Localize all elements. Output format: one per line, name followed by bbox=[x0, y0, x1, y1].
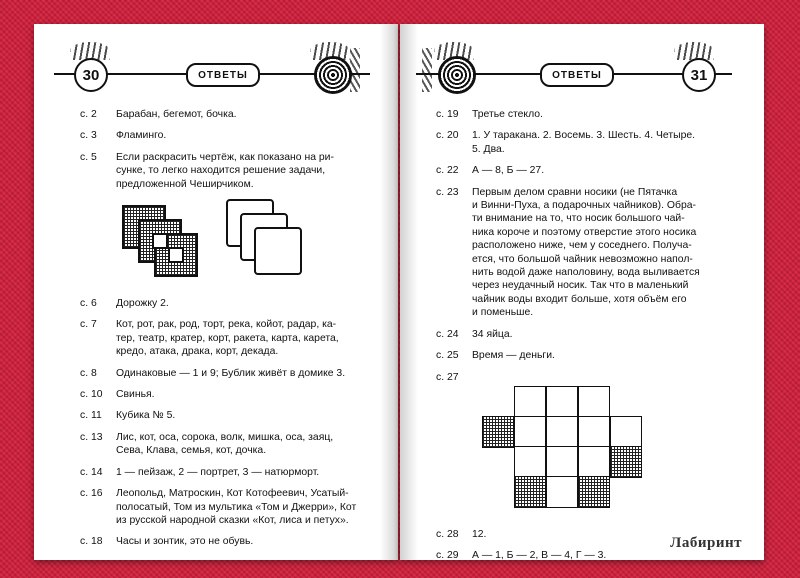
entry-text: Лис, кот, оса, сорока, волк, мишка, оса, заяц, bbox=[116, 431, 334, 443]
entry-label: с. 27 bbox=[436, 371, 459, 383]
grid-figure bbox=[442, 386, 702, 514]
watermark-logo: Лабиринт bbox=[670, 535, 742, 551]
answers-list bbox=[436, 108, 732, 571]
outline-shape bbox=[254, 227, 302, 275]
page-header bbox=[416, 54, 732, 94]
answer-entry bbox=[80, 409, 370, 422]
entry-text: через неудачный носик. Так что в маленький bbox=[472, 280, 689, 292]
entry-text: 1 — пейзаж, 2 — портрет, 3 — натюрморт. bbox=[116, 466, 320, 478]
answer-entry bbox=[80, 431, 370, 458]
entry-text: ется, что большой чайник невозможно напол- bbox=[472, 253, 693, 265]
grid-cell bbox=[578, 386, 610, 418]
entry-text: ти внимание на то, что носик большого чай- bbox=[472, 213, 685, 225]
grid-cell bbox=[546, 416, 578, 448]
entry-text: из русской народной сказки «Кот, лиса и петух». bbox=[116, 514, 349, 526]
answer-entry bbox=[436, 108, 732, 121]
entry-text: Фламинго. bbox=[116, 130, 167, 142]
grid-cell bbox=[578, 416, 610, 448]
entry-text: 12. bbox=[472, 528, 487, 540]
hatched-grid-cell bbox=[514, 476, 546, 508]
entry-label: с. 23 bbox=[436, 186, 459, 198]
page-header bbox=[54, 54, 370, 94]
entry-text: Барабан, бегемот, бочка. bbox=[116, 109, 237, 120]
entry-text: Свинья. bbox=[116, 389, 155, 401]
answer-entry bbox=[80, 151, 370, 191]
entry-label: с. 18 bbox=[80, 536, 103, 548]
entry-text: Первым делом сравни носики (не Пятачка bbox=[472, 186, 678, 198]
squiggle-ornament-icon bbox=[350, 48, 360, 92]
entry-text: 1. У таракана. 2. Восемь. 3. Шесть. 4. Четыре. bbox=[472, 130, 696, 142]
entry-text: Дорожку 2. bbox=[116, 298, 169, 310]
entry-text: А — 8, Б — 27. bbox=[472, 165, 545, 177]
header-title: ОТВЕТЫ bbox=[540, 63, 614, 87]
entry-label: с. 25 bbox=[436, 350, 459, 362]
entry-label: с. 22 bbox=[436, 165, 459, 177]
answer-entry bbox=[80, 318, 370, 358]
spiral-ornament-icon bbox=[438, 56, 476, 94]
hatched-grid-cell bbox=[610, 446, 642, 478]
entry-label: с. 10 bbox=[80, 389, 103, 401]
grid-cell bbox=[546, 476, 578, 508]
right-page bbox=[400, 24, 764, 560]
entry-text: кредо, атака, драка, корт, декада. bbox=[116, 346, 279, 358]
left-page bbox=[34, 24, 398, 560]
answer-entry bbox=[80, 487, 370, 527]
grid-cell bbox=[514, 386, 546, 418]
entry-text: полосатый, Том из мультика «Том и Джерри», Кот bbox=[116, 501, 357, 513]
entry-label: с. 2 bbox=[80, 109, 97, 120]
entry-label: с. 16 bbox=[80, 488, 103, 500]
grid-cell bbox=[514, 416, 546, 448]
flame-ornament-icon bbox=[674, 42, 714, 60]
answer-entry bbox=[80, 367, 370, 380]
answers-list bbox=[80, 108, 370, 557]
hatched-grid-cell bbox=[482, 416, 514, 448]
entry-label: с. 3 bbox=[80, 130, 97, 142]
page-number: 30 bbox=[74, 58, 108, 92]
entry-text: ника короче и поэтому отверстие этого носика bbox=[472, 226, 697, 238]
entry-text: Сева, Клава, семья, кот, дочка. bbox=[116, 445, 267, 457]
entry-text: чайник воды входит больше, хотя объём его bbox=[472, 293, 687, 305]
answer-entry bbox=[80, 108, 370, 121]
answer-entry bbox=[436, 164, 732, 177]
entry-label: с. 13 bbox=[80, 431, 103, 443]
entry-label: с. 29 bbox=[436, 550, 459, 562]
answer-entry bbox=[436, 328, 732, 341]
answer-entry bbox=[80, 388, 370, 401]
entry-text: Одинаковые — 1 и 9; Бублик живёт в домике 3. bbox=[116, 367, 346, 379]
entry-text: 5. Два. bbox=[472, 143, 505, 155]
entry-text: А — 1, Б — 2, В — 4, Г — 3. bbox=[472, 550, 607, 562]
entry-text: и Винни-Пуха, а подарочных чайников). Обра- bbox=[472, 200, 696, 212]
puzzle-figure bbox=[116, 199, 326, 283]
grid-cell bbox=[578, 446, 610, 478]
answer-entry bbox=[436, 129, 732, 156]
entry-text: Время — деньги. bbox=[472, 350, 555, 362]
entry-label: с. 11 bbox=[80, 410, 102, 422]
page-number: 31 bbox=[682, 58, 716, 92]
entry-label: с. 8 bbox=[80, 367, 97, 379]
answer-entry bbox=[80, 535, 370, 548]
entry-label: с. 7 bbox=[80, 319, 97, 331]
entry-text: нить водой даже наполовину, вода выливается bbox=[472, 267, 700, 279]
entry-text: Если раскрасить чертёж, как показано на ри- bbox=[116, 151, 334, 163]
entry-text: 34 яйца. bbox=[472, 328, 513, 340]
grid-cell bbox=[546, 446, 578, 478]
entry-text: Кот, рот, рак, род, торт, река, койот, радар, ка- bbox=[116, 319, 337, 331]
hatched-grid-cell bbox=[578, 476, 610, 508]
answer-entry bbox=[436, 349, 732, 362]
entry-text: Третье стекло. bbox=[472, 109, 543, 120]
answer-entry bbox=[436, 371, 732, 384]
squiggle-ornament-icon bbox=[422, 48, 432, 92]
entry-label: с. 5 bbox=[80, 151, 97, 163]
grid-cell bbox=[514, 446, 546, 478]
entry-text: и поменьше. bbox=[472, 307, 534, 319]
entry-text: расположено ниже, чем у соседнего. Получа- bbox=[472, 240, 692, 252]
header-title: ОТВЕТЫ bbox=[186, 63, 260, 87]
entry-label: с. 14 bbox=[80, 466, 103, 478]
entry-label: с. 6 bbox=[80, 298, 97, 310]
grid-cell bbox=[546, 386, 578, 418]
answer-entry bbox=[80, 129, 370, 142]
entry-text: сунке, то легко находится решение задачи, bbox=[116, 165, 326, 177]
entry-text: Часы и зонтик, это не обувь. bbox=[116, 536, 254, 548]
entry-label: с. 19 bbox=[436, 109, 459, 120]
entry-text: Кубика № 5. bbox=[116, 410, 176, 422]
answer-entry bbox=[80, 466, 370, 479]
spiral-ornament-icon bbox=[314, 56, 352, 94]
entry-text: тер, театр, кратер, корт, ракета, карта, карета, bbox=[116, 332, 339, 344]
entry-label: с. 28 bbox=[436, 528, 459, 540]
entry-label: с. 20 bbox=[436, 130, 459, 142]
answer-entry bbox=[80, 297, 370, 310]
answer-entry bbox=[436, 186, 732, 320]
grid-cell bbox=[610, 416, 642, 448]
entry-label: с. 24 bbox=[436, 328, 459, 340]
entry-text: предложенной Чеширчиком. bbox=[116, 178, 254, 190]
entry-text: Леопольд, Матроскин, Кот Котофеевич, Усатый- bbox=[116, 488, 349, 500]
